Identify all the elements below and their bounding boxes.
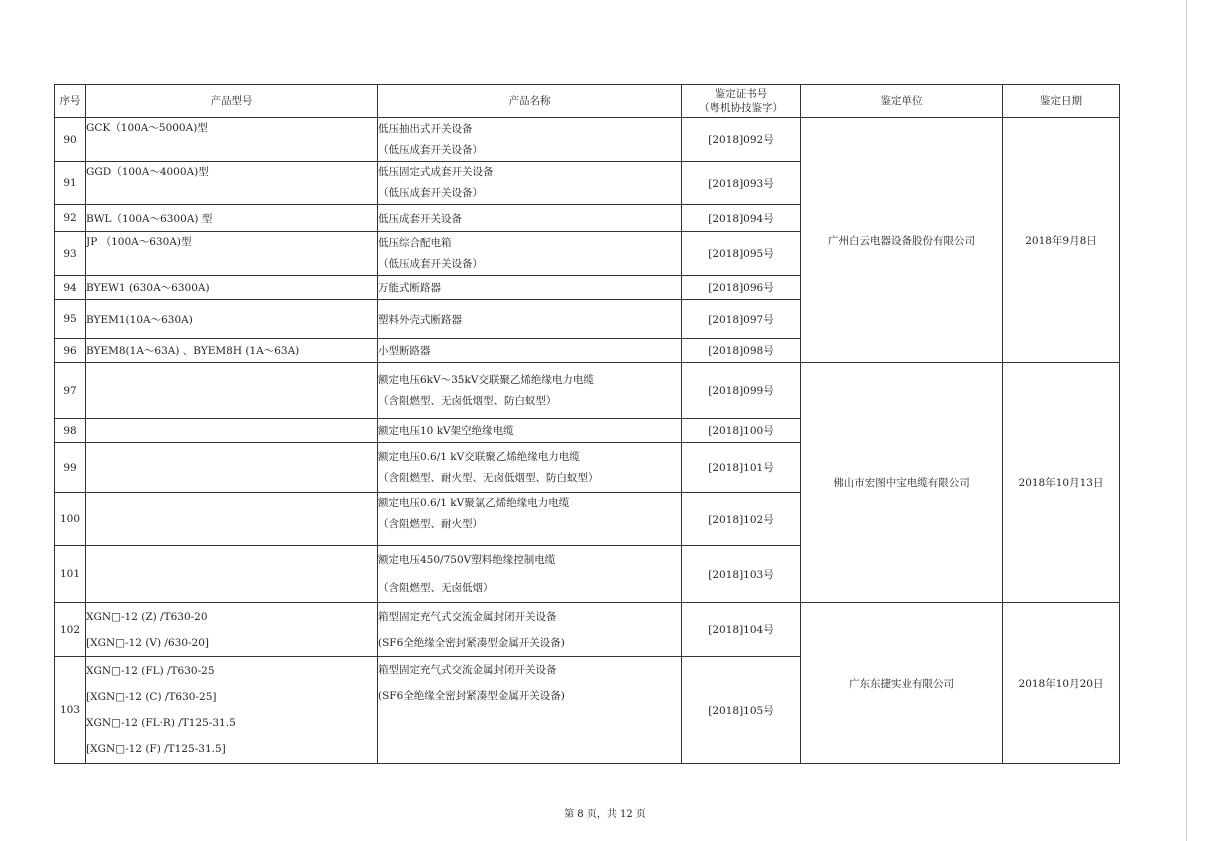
- seq-cell: 95: [55, 300, 86, 339]
- seq-cell: 103: [55, 657, 86, 764]
- cert-cell: [2018]105号: [682, 657, 801, 764]
- header-cert-line1: 鉴定证书号: [714, 88, 768, 100]
- name-line: 低压抽出式开关设备: [378, 122, 473, 135]
- seq-cell: 92: [55, 205, 86, 232]
- table-row: [55, 603, 1120, 657]
- scan-edge-line: [1186, 0, 1187, 841]
- cert-cell: [2018]097号: [682, 300, 801, 339]
- header-unit: 鉴定单位: [801, 85, 1003, 118]
- header-cert-line2: （粤机协技鉴字）: [699, 102, 783, 114]
- name-cell: [378, 118, 682, 162]
- name-line: 箱型固定充气式交流金属封闭开关设备: [378, 664, 557, 676]
- seq-cell: 100: [55, 493, 86, 546]
- name-line: 额定电压0.6/1 kV交联聚乙烯绝缘电力电缆: [378, 450, 580, 463]
- model-line: [XGN□-12 (F) /T125-31.5]: [86, 743, 226, 755]
- cert-cell: [2018]094号: [682, 205, 801, 232]
- seq-cell: 91: [55, 162, 86, 205]
- name-line: 额定电压10 kV架空绝缘电缆: [378, 425, 514, 437]
- date-cell: 2018年10月20日: [1003, 603, 1120, 764]
- model-line: BYEM1(10A～630A): [86, 313, 193, 326]
- name-line: 低压成套开关设备: [378, 212, 462, 225]
- model-cell: [86, 493, 378, 546]
- name-line: （低压成套开关设备）: [378, 143, 483, 156]
- date-cell: 2018年10月13日: [1003, 363, 1120, 603]
- model-cell: [86, 443, 378, 493]
- name-cell: [378, 363, 682, 419]
- header-date: 鉴定日期: [1003, 85, 1120, 118]
- header-cert: [682, 85, 801, 118]
- header-row: [55, 85, 1120, 118]
- name-cell: [378, 419, 682, 443]
- name-line: 低压综合配电箱: [378, 236, 452, 249]
- name-line: （含阻燃型、耐火型）: [378, 518, 483, 530]
- model-cell: [86, 205, 378, 232]
- cert-cell: [2018]104号: [682, 603, 801, 657]
- cert-cell: [2018]098号: [682, 339, 801, 363]
- model-line: GGD（100A～4000A)型: [86, 166, 209, 178]
- name-cell: [378, 657, 682, 764]
- name-line: 塑料外壳式断路器: [378, 313, 462, 326]
- table-row: [55, 118, 1120, 162]
- name-line: 额定电压0.6/1 kV聚氯乙烯绝缘电力电缆: [378, 497, 570, 509]
- model-cell: [86, 118, 378, 162]
- name-cell: [378, 443, 682, 493]
- table-row: [55, 363, 1120, 419]
- model-cell: [86, 162, 378, 205]
- name-cell: [378, 603, 682, 657]
- cert-cell: [2018]103号: [682, 546, 801, 603]
- model-cell: [86, 603, 378, 657]
- model-line: [XGN□-12 (V) /630-20]: [86, 636, 210, 649]
- seq-cell: 98: [55, 419, 86, 443]
- seq-cell: 101: [55, 546, 86, 603]
- name-line: 低压固定式成套开关设备: [378, 166, 494, 178]
- model-cell: [86, 657, 378, 764]
- model-cell: [86, 419, 378, 443]
- unit-cell: 广州白云电器设备股份有限公司: [801, 118, 1003, 363]
- model-cell: [86, 300, 378, 339]
- page-footer: [0, 805, 1210, 820]
- name-line: (SF6全绝缘全密封紧凑型金属开关设备): [378, 690, 565, 702]
- name-cell: [378, 339, 682, 363]
- cert-cell: [2018]099号: [682, 363, 801, 419]
- unit-cell: 广东东捷实业有限公司: [801, 603, 1003, 764]
- seq-cell: 97: [55, 363, 86, 419]
- model-cell: [86, 339, 378, 363]
- name-line: （含阻燃型、耐火型、无卤低烟型、防白蚁型）: [378, 471, 599, 484]
- name-line: （低压成套开关设备）: [378, 257, 483, 270]
- cert-cell: [2018]092号: [682, 118, 801, 162]
- model-line: JP （100A～630A)型: [86, 236, 192, 248]
- seq-cell: 102: [55, 603, 86, 657]
- name-line: （含阻燃型、无卤低烟）: [378, 582, 494, 594]
- name-line: （低压成套开关设备）: [378, 187, 483, 199]
- model-cell: [86, 276, 378, 300]
- name-line: （含阻燃型、无卤低烟型、防白蚁型）: [378, 394, 557, 407]
- cert-cell: [2018]096号: [682, 276, 801, 300]
- unit-cell: 佛山市宏图中宝电缆有限公司: [801, 363, 1003, 603]
- seq-cell: 96: [55, 339, 86, 363]
- model-line: BYEW1 (630A～6300A): [86, 282, 210, 294]
- model-line: XGN□-12 (FL) /T630-25: [86, 665, 215, 677]
- name-cell: [378, 546, 682, 603]
- model-line: XGN□-12 (Z) /T630-20: [86, 610, 208, 623]
- name-cell: [378, 162, 682, 205]
- header-name: 产品名称: [378, 85, 682, 118]
- name-line: 额定电压6kV～35kV交联聚乙烯绝缘电力电缆: [378, 373, 594, 386]
- name-cell: [378, 276, 682, 300]
- model-line: XGN□-12 (FL·R) /T125-31.5: [86, 717, 236, 729]
- model-cell: [86, 363, 378, 419]
- page-number-label: 第 8 页，共 12 页: [564, 809, 646, 820]
- name-line: (SF6全绝缘全密封紧凑型金属开关设备): [378, 636, 565, 649]
- seq-cell: 99: [55, 443, 86, 493]
- model-line: GCK（100A～5000A)型: [86, 122, 208, 134]
- seq-cell: 93: [55, 232, 86, 276]
- model-line: BYEM8(1A～63A) 、BYEM8H (1A～63A): [86, 345, 300, 357]
- name-cell: [378, 300, 682, 339]
- model-line: BWL（100A～6300A) 型: [86, 212, 213, 225]
- date-cell: 2018年9月8日: [1003, 118, 1120, 363]
- model-line: [XGN□-12 (C) /T630-25]: [86, 691, 217, 703]
- name-cell: [378, 232, 682, 276]
- cert-cell: [2018]093号: [682, 162, 801, 205]
- seq-cell: 90: [55, 118, 86, 162]
- model-cell: [86, 232, 378, 276]
- name-line: 额定电压450/750V塑料绝缘控制电缆: [378, 554, 556, 566]
- model-cell: [86, 546, 378, 603]
- seq-cell: 94: [55, 276, 86, 300]
- name-line: 箱型固定充气式交流金属封闭开关设备: [378, 610, 557, 623]
- cert-cell: [2018]101号: [682, 443, 801, 493]
- cert-cell: [2018]102号: [682, 493, 801, 546]
- name-cell: [378, 205, 682, 232]
- header-model: 产品型号: [86, 85, 378, 118]
- name-line: 万能式断路器: [378, 282, 441, 294]
- name-line: 小型断路器: [378, 345, 431, 357]
- cert-cell: [2018]095号: [682, 232, 801, 276]
- certification-table: [54, 84, 1120, 764]
- name-cell: [378, 493, 682, 546]
- header-seq: 序号: [55, 85, 86, 118]
- cert-cell: [2018]100号: [682, 419, 801, 443]
